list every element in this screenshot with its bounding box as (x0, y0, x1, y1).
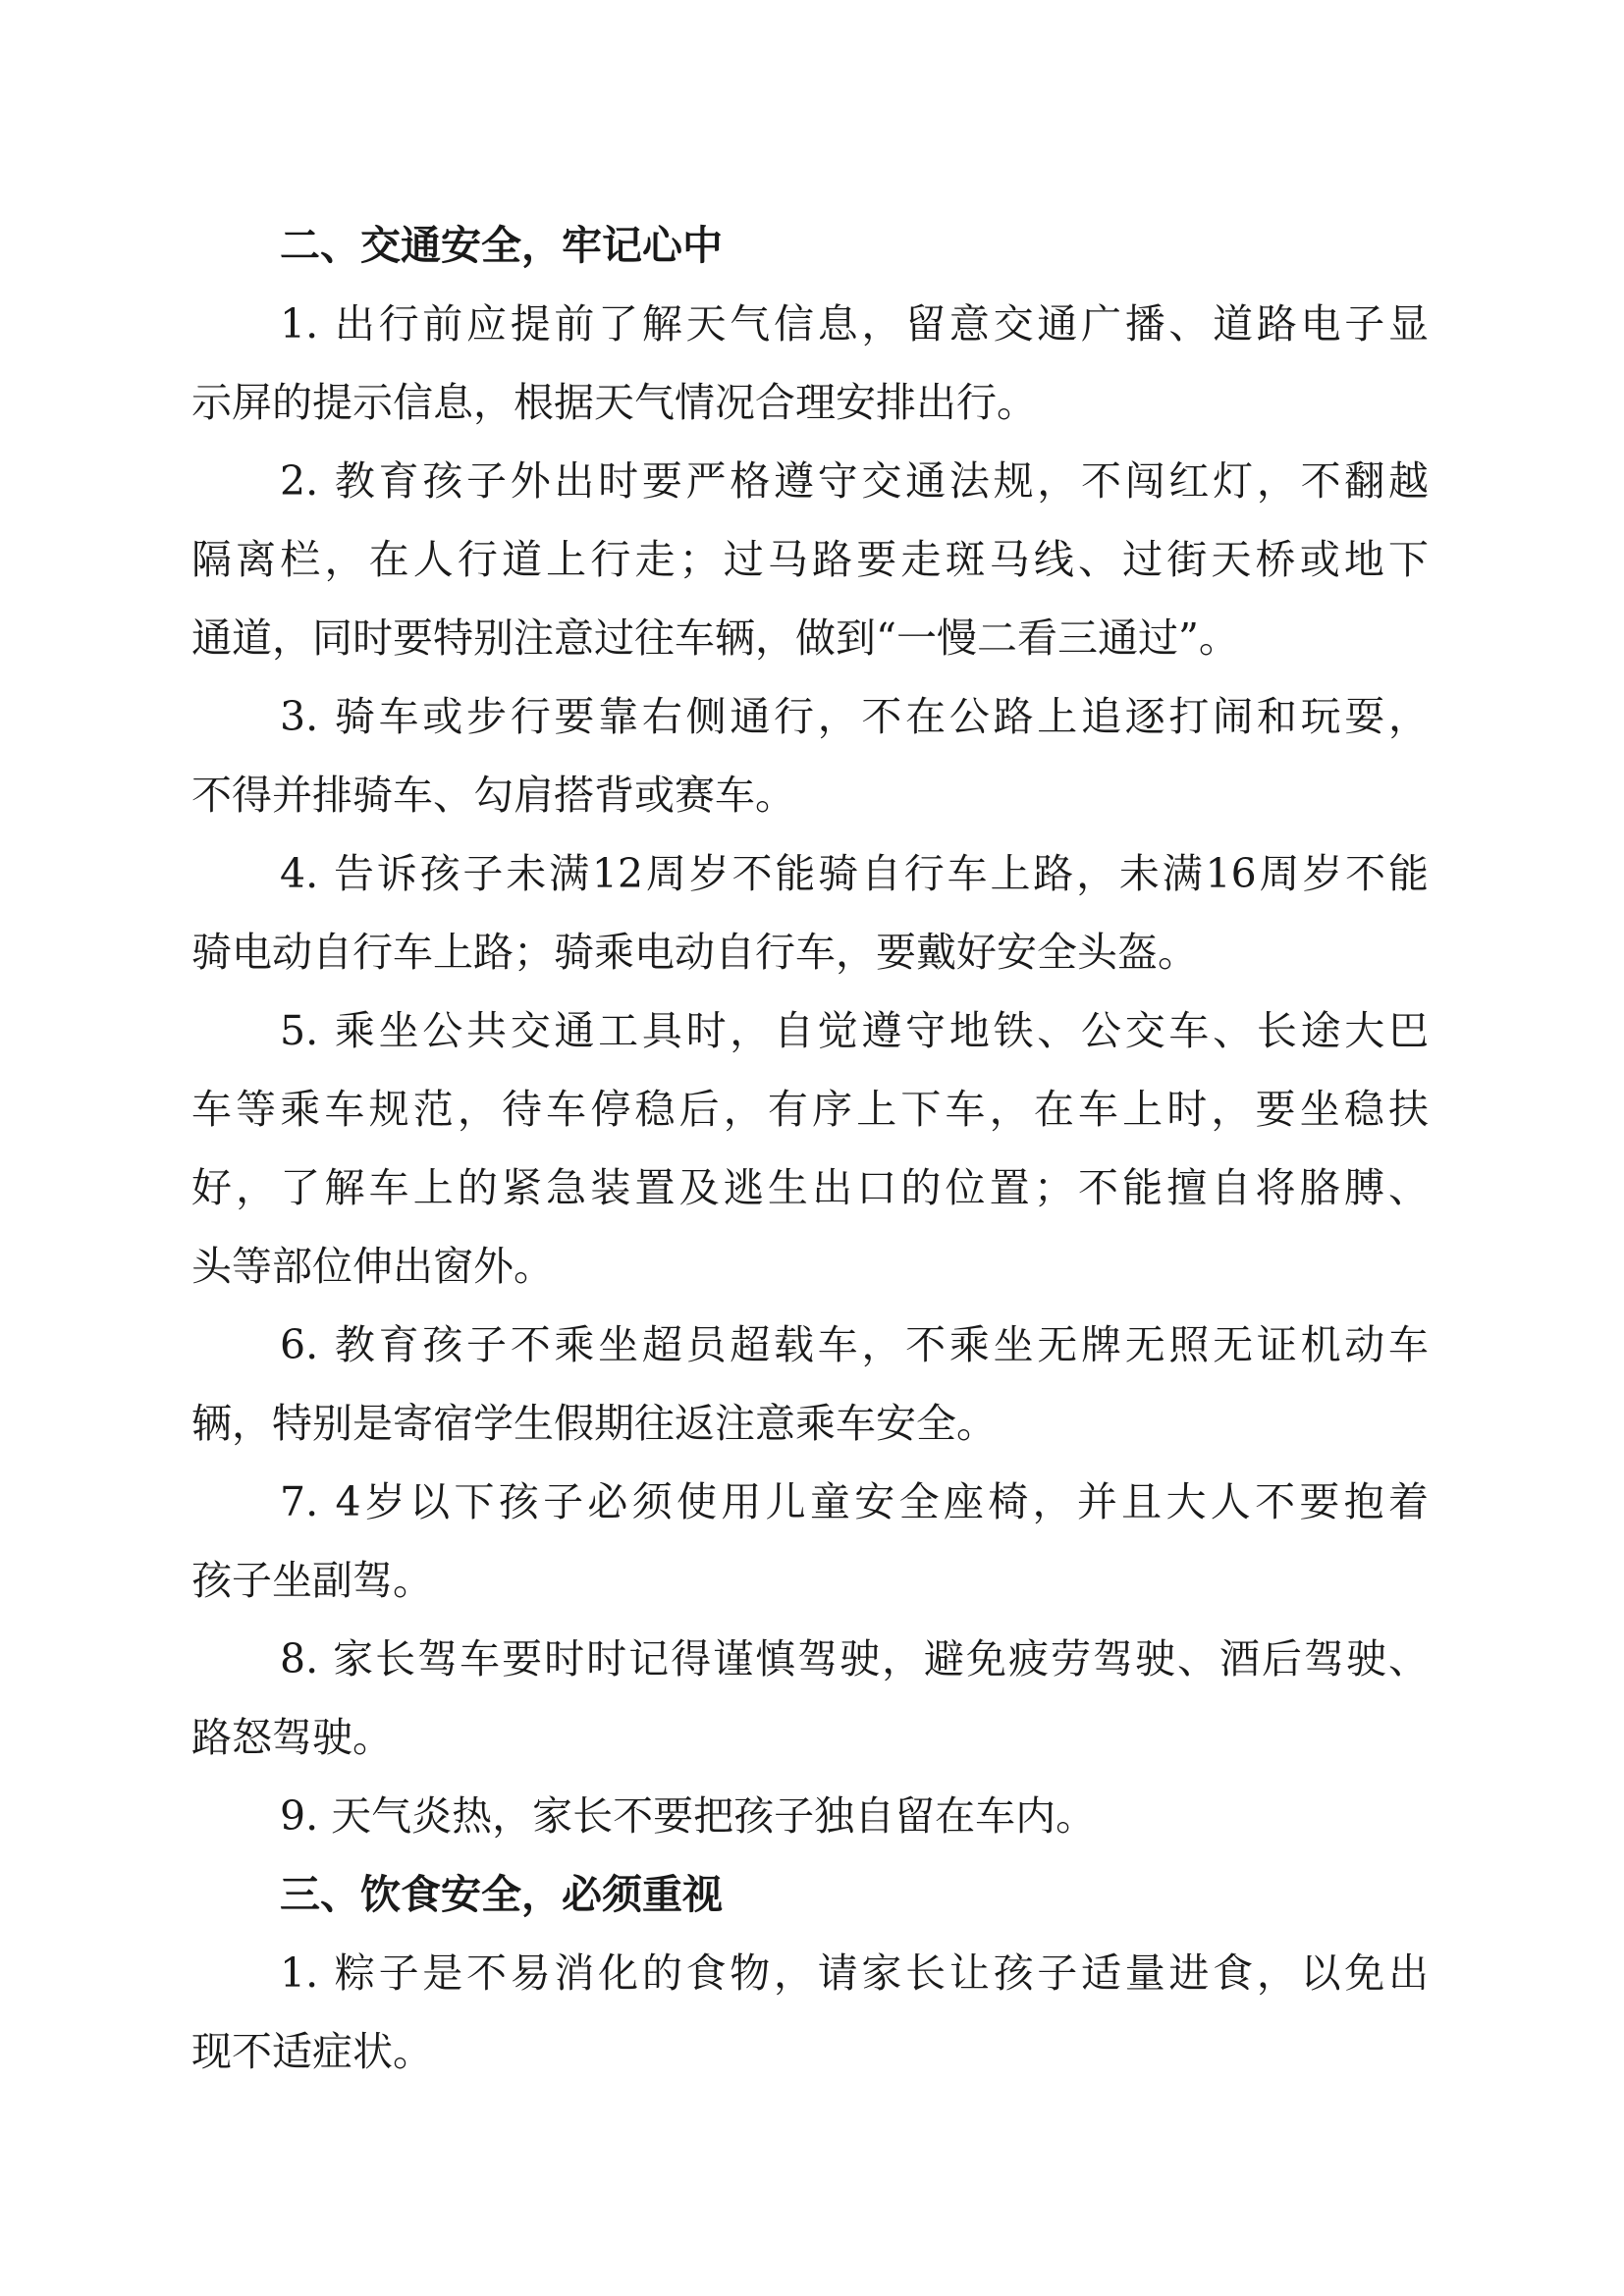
list-item-line: 不得并排骑车、勾肩搭背或赛车。 (191, 772, 795, 819)
list-item-first-line: 4. 告诉孩子未满12周岁不能骑自行车上路，未满16周岁不能 (280, 850, 1429, 897)
list-item-first-line: 8. 家长驾车要时时记得谨慎驾驶，避免疲劳驾驶、酒后驾驶、 (280, 1635, 1429, 1682)
list-item-first-line: 5. 乘坐公共交通工具时，自觉遵守地铁、公交车、长途大巴 (280, 1007, 1429, 1054)
list-item-line: 好，了解车上的紧急装置及逃生出口的位置；不能擅自将胳膊、 (191, 1164, 1429, 1211)
list-item-first-line: 9. 天气炎热，家长不要把孩子独自留在车内。 (280, 1792, 1097, 1840)
list-item-line: 车等乘车规范，待车停稳后，有序上下车，在车上时，要坐稳扶 (191, 1086, 1429, 1133)
document-page (191, 206, 1429, 2091)
list-item-line: 孩子坐副驾。 (191, 1557, 433, 1604)
list-item-line: 辆，特别是寄宿学生假期往返注意乘车安全。 (191, 1400, 997, 1447)
section-heading: 二、交通安全，牢记心中 (280, 222, 723, 269)
list-item-first-line: 3. 骑车或步行要靠右侧通行，不在公路上追逐打闹和玩耍， (280, 693, 1429, 740)
list-item-line: 路怒驾驶。 (191, 1714, 393, 1761)
list-item-line: 骑电动自行车上路；骑乘电动自行车，要戴好安全头盔。 (191, 929, 1198, 976)
list-item-first-line: 1. 粽子是不易消化的食物，请家长让孩子适量进食，以免出 (280, 1949, 1429, 1997)
list-item-first-line: 2. 教育孩子外出时要严格遵守交通法规，不闯红灯，不翻越 (280, 457, 1429, 505)
list-item-line: 示屏的提示信息，根据天气情况合理安排出行。 (191, 379, 1037, 426)
list-item-first-line: 1. 出行前应提前了解天气信息，留意交通广播、道路电子显 (280, 300, 1429, 347)
list-item-line: 头等部位伸出窗外。 (191, 1243, 554, 1290)
list-item-line: 隔离栏，在人行道上行走；过马路要走斑马线、过街天桥或地下 (191, 536, 1429, 583)
list-item-line: 现不适症状。 (191, 2028, 433, 2075)
list-item-first-line: 6. 教育孩子不乘坐超员超载车，不乘坐无牌无照无证机动车 (280, 1321, 1429, 1368)
list-item-line: 通道，同时要特别注意过往车辆，做到“一慢二看三通过”。 (191, 614, 1239, 662)
section-heading: 三、饮食安全，必须重视 (280, 1871, 723, 1918)
list-item-first-line: 7. 4岁以下孩子必须使用儿童安全座椅，并且大人不要抱着 (280, 1478, 1429, 1525)
